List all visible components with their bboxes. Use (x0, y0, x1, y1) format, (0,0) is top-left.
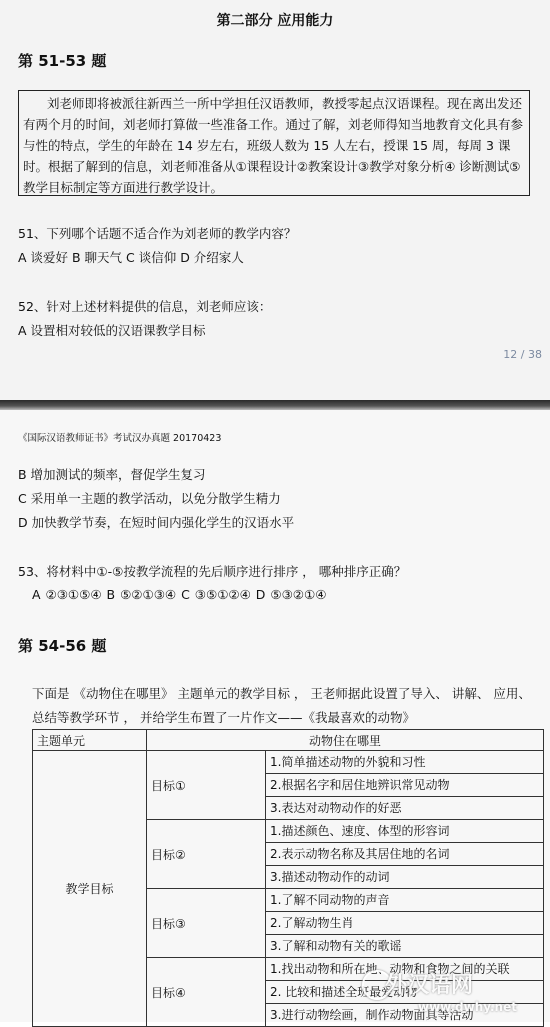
watermark-url: www.dwhy.net (418, 1000, 517, 1014)
goal-name-cell: 目标④ (147, 958, 266, 1027)
table-header-row (33, 730, 544, 751)
question-52-option-c: C 采用单一主题的教学活动，以免分散学生精力 (18, 491, 281, 506)
question-group-heading-54-56: 第 54-56 题 (18, 637, 107, 655)
goal-name-cell: 目标③ (147, 889, 266, 958)
goal-item: 2.表示动物名称及其居住地的名词 (266, 843, 543, 866)
question-52-option-a: A 设置相对较低的汉语课教学目标 (18, 323, 206, 338)
goal-items-cell (266, 820, 544, 889)
page-header: 《国际汉语教师证书》考试汉办真题 20170423 (18, 433, 222, 444)
question-52: 52、针对上述材料提供的信息，刘老师应该： (18, 299, 272, 314)
group-label-cell: 教学目标 (33, 751, 147, 1027)
header-cell-unit: 动物住在哪里 (147, 730, 544, 751)
goal-item: 3.表达对动物动作的好恶 (270, 801, 402, 815)
question-51: 51、下列哪个话题不适合作为刘老师的教学内容？ (18, 226, 297, 241)
goal-item: 2.了解动物生肖 (266, 912, 543, 935)
page-separator (0, 400, 550, 410)
table-intro: 下面是 《动物住在哪里》 主题单元的教学目标 ， 王老师据此设置了导入、 讲解、 应用、 总结等教学环节 ， 并给学生布置了一片作文——《我最喜欢的动物》 (32, 686, 531, 725)
goal-name-cell: 目标① (147, 751, 266, 820)
question-53: 53、将材料中①-⑤按教学流程的先后顺序进行排序 ， 哪种排序正确？ (18, 564, 407, 579)
table-row (33, 751, 544, 820)
goal-item: 2.根据名字和居住地辨识常见动物 (266, 774, 543, 797)
goal-items-cell (266, 751, 544, 820)
page-number: 12 / 38 (503, 348, 542, 361)
header-cell-theme: 主题单元 (33, 730, 147, 751)
watermark: 外汉语网 (385, 973, 474, 998)
reading-passage: 刘老师即将被派往新西兰一所中学担任汉语教师，教授零起点汉语课程。现在离出发还有两个月的时间，刘老师打算做一些准备工作。通过了解，刘老师得知当地教育文化具有参与性的特点，学生的年龄在 14 岁左右，班级人数为 15 人左右，授课 15 周，每周 3 课时。根据了解到的信息，刘老师准备从①课程设计②教案设计③教学对象分析④ 诊断测试⑤教学目标制定等方面进行教学设计。 (18, 90, 530, 196)
goal-item: 1.描述颜色、速度、体型的形容词 (266, 820, 543, 843)
goal-item: 2. 比较和描述全班最爱动物 (266, 981, 543, 1004)
goal-item: 3.了解和动物有关的歌谣 (270, 939, 402, 953)
question-group-heading-51-53: 第 51-53 题 (18, 52, 107, 70)
goal-name-cell: 目标② (147, 820, 266, 889)
goal-item: 3.进行动物绘画，制作动物面具等活动 (270, 1008, 474, 1022)
question-53-options: A ②③①⑤④ B ⑤②①③④ C ③⑤①②④ D ⑤③②①④ (32, 587, 327, 602)
goal-item: 1.简单描述动物的外貌和习性 (266, 751, 543, 774)
question-51-options: A 谈爱好 B 聊天气 C 谈信仰 D 介绍家人 (18, 250, 244, 265)
section-title: 第二部分 应用能力 (216, 13, 334, 29)
goal-item: 1.找出动物和所在地、动物和食物之间的关联 (266, 958, 543, 981)
goal-item: 3.描述动物动作的动词 (270, 870, 390, 884)
goal-item: 1.了解不同动物的声音 (266, 889, 543, 912)
question-52-option-d: D 加快教学节奏，在短时间内强化学生的汉语水平 (18, 515, 295, 530)
question-52-option-b: B 增加测试的频率，督促学生复习 (18, 467, 206, 482)
goal-items-cell (266, 889, 544, 958)
